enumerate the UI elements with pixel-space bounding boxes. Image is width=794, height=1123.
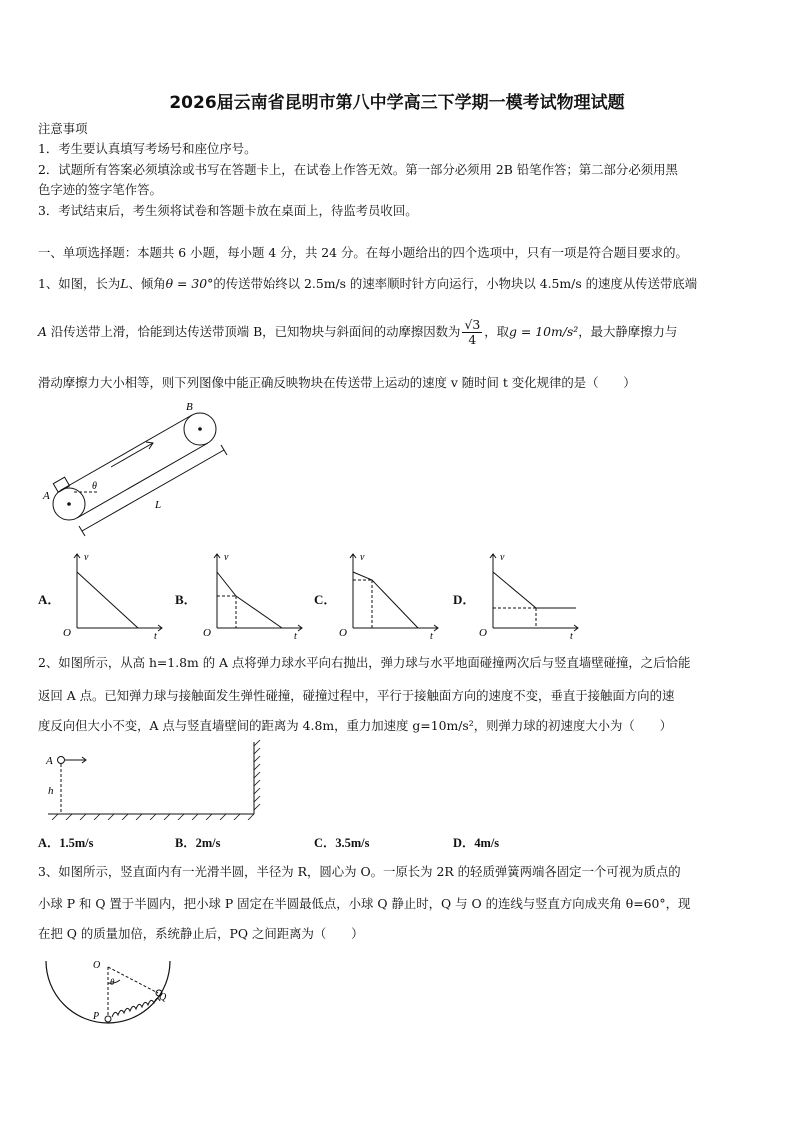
axis-v-label: v bbox=[500, 552, 505, 563]
axis-t-label: t bbox=[570, 631, 573, 640]
notice-item: 2．试题所有答案必须填涂或书写在答题卡上，在试卷上作答无效。第一部分必须用 2B 铅笔作答；第二部分必须用黑 bbox=[38, 162, 678, 177]
label-O: O bbox=[93, 960, 101, 971]
axis-v-label: v bbox=[84, 552, 89, 563]
label-L: L bbox=[155, 499, 162, 511]
q3-line2: 小球 P 和 Q 置于半圆内，把小球 P 固定在半圆最低点，小球 Q 静止时，Q 与 O 的连线与竖直方向成夹角 θ=60°，现 bbox=[38, 896, 691, 911]
q2-line3: 度反向但大小不变，A 点与竖直墙壁间的距离为 4.8m，重力加速度 g=10m/s²，则弹力球的初速度大小为（ ） bbox=[38, 718, 672, 733]
option-C-label: C． bbox=[314, 592, 337, 607]
label-B: B bbox=[186, 401, 193, 413]
wall-hatching bbox=[52, 740, 260, 820]
q1-line2: A 沿传送带上滑，恰能到达传送带顶端 B，已知物块与斜面间的动摩擦因数为 $\frac{√3}{4}$ ，取g = 10m/s²，最大静摩擦力与 bbox=[38, 317, 678, 347]
axis-t-label: t bbox=[154, 631, 157, 640]
q2-answer-B: B．2m/s bbox=[175, 836, 221, 850]
graph-option-C bbox=[336, 548, 446, 640]
origin-label: O bbox=[479, 627, 487, 639]
q2-line1: 2、如图所示，从高 h=1.8m 的 A 点将弹力球水平向右抛出，弹力球与水平地面碰撞两次后与竖直墙壁碰撞，之后恰能 bbox=[38, 655, 691, 670]
friction-fraction: $\frac{√3}{4}$ bbox=[464, 317, 481, 347]
ball-wall-figure bbox=[38, 738, 268, 820]
q2-answer-A: A．1.5m/s bbox=[38, 836, 94, 850]
q3-line3: 在把 Q 的质量加倍，系统静止后，PQ 之间距离为（ ） bbox=[38, 926, 364, 941]
graph-option-B bbox=[200, 548, 310, 640]
page-title: 2026届云南省昆明市第八中学高三下学期一模考试物理试题 bbox=[169, 93, 625, 113]
graph-option-A bbox=[60, 548, 170, 640]
axis-v-label: v bbox=[224, 552, 229, 563]
label-Q: Q bbox=[159, 992, 167, 1003]
label-A: A bbox=[43, 490, 50, 502]
option-D-label: D． bbox=[453, 592, 476, 607]
q1-line1: 1、如图，长为L、倾角θ = 30°的传送带始终以 2.5m/s 的速率顺时针方向运行，小物块以 4.5m/s 的速度从传送带底端 bbox=[38, 276, 698, 291]
q1-line3: 滑动摩擦力大小相等，则下列图像中能正确反映物块在传送带上运动的速度 v 随时间 t 变化规律的是（ ） bbox=[38, 375, 636, 390]
conveyor-figure bbox=[38, 398, 238, 540]
q2-line2: 返回 A 点。已知弹力球与接触面发生弹性碰撞，碰撞过程中，平行于接触面方向的速度不变，垂直于接触面方向的速 bbox=[38, 688, 675, 703]
semicircle-spring-figure bbox=[38, 955, 178, 1030]
label-P: P bbox=[93, 1011, 100, 1022]
section-heading: 一、单项选择题：本题共 6 小题，每小题 4 分，共 24 分。在每小题给出的四个选项中，只有一项是符合题目要求的。 bbox=[38, 245, 688, 260]
q2-answer-D: D．4m/s bbox=[453, 836, 500, 850]
q3-line1: 3、如图所示，竖直面内有一光滑半圆，半径为 R，圆心为 O。一原长为 2R 的轻质弹簧两端各固定一个可视为质点的 bbox=[38, 864, 681, 879]
label-A: A bbox=[46, 755, 53, 767]
option-A-label: A． bbox=[38, 592, 61, 607]
notice-heading: 注意事项 bbox=[38, 121, 88, 136]
axis-t-label: t bbox=[430, 631, 433, 640]
origin-label: O bbox=[63, 627, 71, 639]
option-B-label: B． bbox=[175, 592, 197, 607]
origin-label: O bbox=[203, 627, 211, 639]
spring bbox=[112, 998, 160, 1017]
notice-item: 3．考试结束后，考生须将试卷和答题卡放在桌面上，待监考员收回。 bbox=[38, 203, 418, 218]
origin-label: O bbox=[339, 627, 347, 639]
label-theta: θ bbox=[92, 481, 97, 492]
axis-t-label: t bbox=[294, 631, 297, 640]
graph-option-D bbox=[476, 548, 586, 640]
label-theta: θ bbox=[110, 977, 115, 987]
notice-item: 1．考生要认真填写考场号和座位序号。 bbox=[38, 141, 257, 156]
q2-answer-C: C．3.5m/s bbox=[314, 836, 370, 850]
axis-v-label: v bbox=[360, 552, 365, 563]
label-h: h bbox=[48, 785, 54, 797]
notice-item: 色字迹的签字笔作答。 bbox=[38, 182, 162, 197]
